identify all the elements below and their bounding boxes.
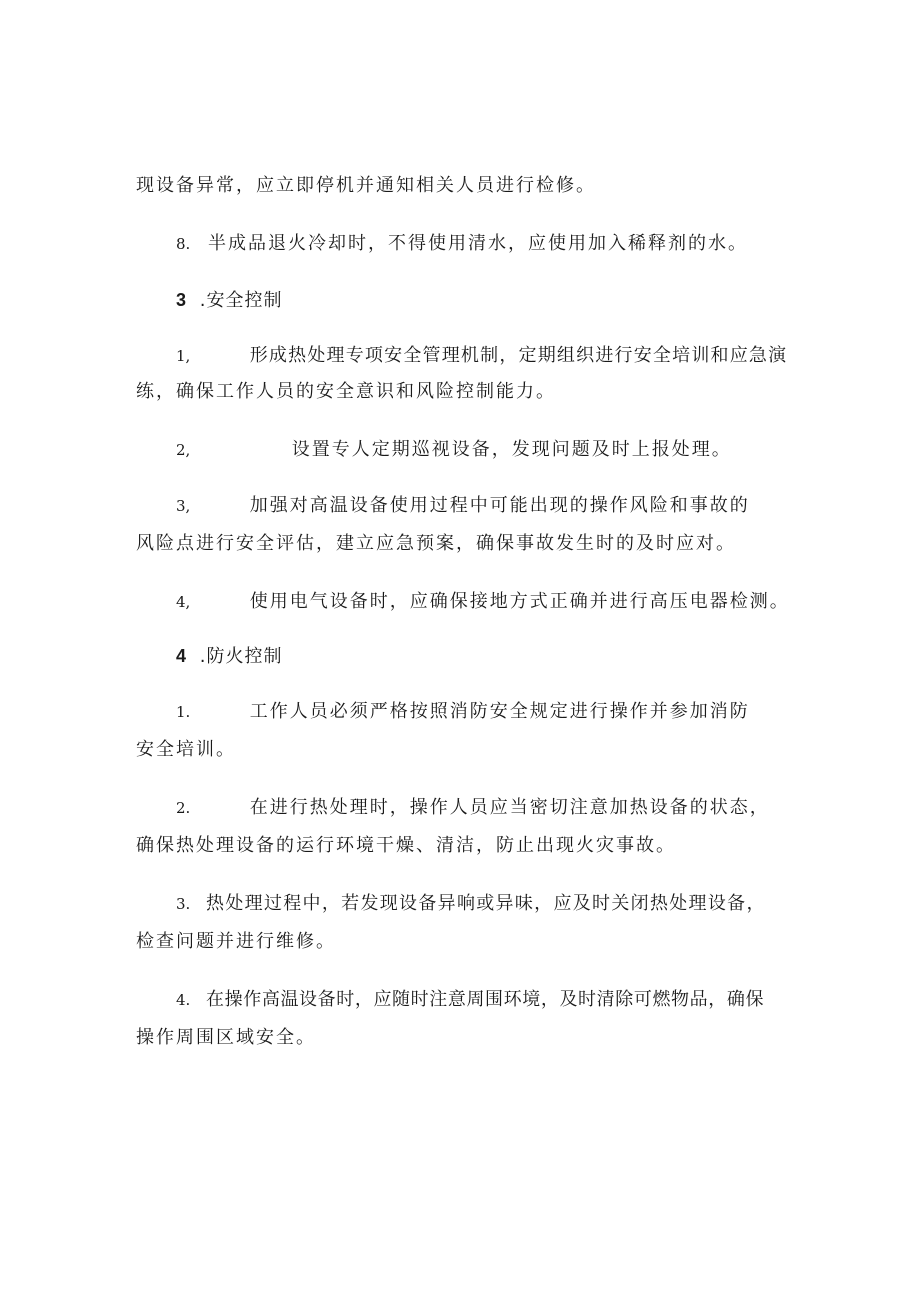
item-text: 确保热处理设备的运行环境干燥、清洁，防止出现火灾事故。 — [136, 835, 676, 856]
section-heading-fire — [176, 644, 282, 669]
list-item — [176, 494, 750, 518]
list-item — [176, 700, 750, 724]
list-item — [176, 344, 787, 368]
item-text: 练，确保工作人员的安全意识和风险控制能力。 — [136, 381, 556, 402]
list-item — [176, 438, 732, 462]
item-text: 使用电气设备时，应确保接地方式正确并进行高压电器检测。 — [249, 591, 790, 612]
item-number: 2. — [176, 799, 191, 817]
heading-number: 4 — [176, 646, 187, 666]
list-item — [176, 796, 770, 820]
item-text: 在进行热处理时，操作人员应当密切注意加热设备的状态， — [249, 797, 770, 818]
item-text: 操作周围区域安全。 — [136, 1027, 316, 1048]
list-item-continuation — [136, 532, 736, 556]
item-text: 风险点进行安全评估，建立应急预案，确保事故发生时的及时应对。 — [136, 533, 736, 554]
item-text: 热处理过程中，若发现设备异响或异味，应及时关闭热处理设备， — [206, 893, 766, 914]
item-number: 1, — [176, 347, 191, 365]
list-item-continuation — [136, 1026, 316, 1050]
item-number: 4, — [176, 593, 191, 611]
paragraph-text: 现设备异常，应立即停机并通知相关人员进行检修。 — [136, 175, 596, 196]
heading-title: .防火控制 — [199, 646, 283, 667]
list-item — [176, 892, 766, 916]
list-item — [176, 590, 790, 614]
item-number: 3, — [176, 497, 191, 515]
item-number: 8. — [176, 235, 191, 253]
item-text: 形成热处理专项安全管理机制，定期组织进行安全培训和应急演 — [249, 345, 788, 366]
list-item — [176, 988, 764, 1012]
item-number: 1. — [176, 703, 191, 721]
item-text: 检查问题并进行维修。 — [136, 931, 336, 952]
list-item — [176, 232, 748, 256]
item-number: 3. — [176, 895, 191, 913]
item-text: 半成品退火冷却时，不得使用清水，应使用加入稀释剂的水。 — [208, 233, 749, 254]
heading-number: 3 — [176, 290, 187, 310]
item-text: 工作人员必须严格按照消防安全规定进行操作并参加消防 — [249, 701, 750, 722]
list-item-continuation — [136, 380, 556, 404]
list-item-continuation — [136, 738, 236, 762]
item-text: 加强对高温设备使用过程中可能出现的操作风险和事故的 — [249, 495, 750, 516]
heading-title: .安全控制 — [199, 290, 283, 311]
item-text: 安全培训。 — [136, 739, 236, 760]
list-item-continuation — [136, 834, 676, 858]
item-text: 设置专人定期巡视设备，发现问题及时上报处理。 — [291, 439, 732, 460]
section-heading-safety — [176, 288, 282, 313]
item-number: 2, — [176, 441, 191, 459]
paragraph-continuation — [136, 174, 596, 198]
item-text: 在操作高温设备时，应随时注意周围环境，及时清除可燃物品，确保 — [206, 989, 765, 1010]
item-number: 4. — [176, 991, 191, 1009]
list-item-continuation — [136, 930, 336, 954]
